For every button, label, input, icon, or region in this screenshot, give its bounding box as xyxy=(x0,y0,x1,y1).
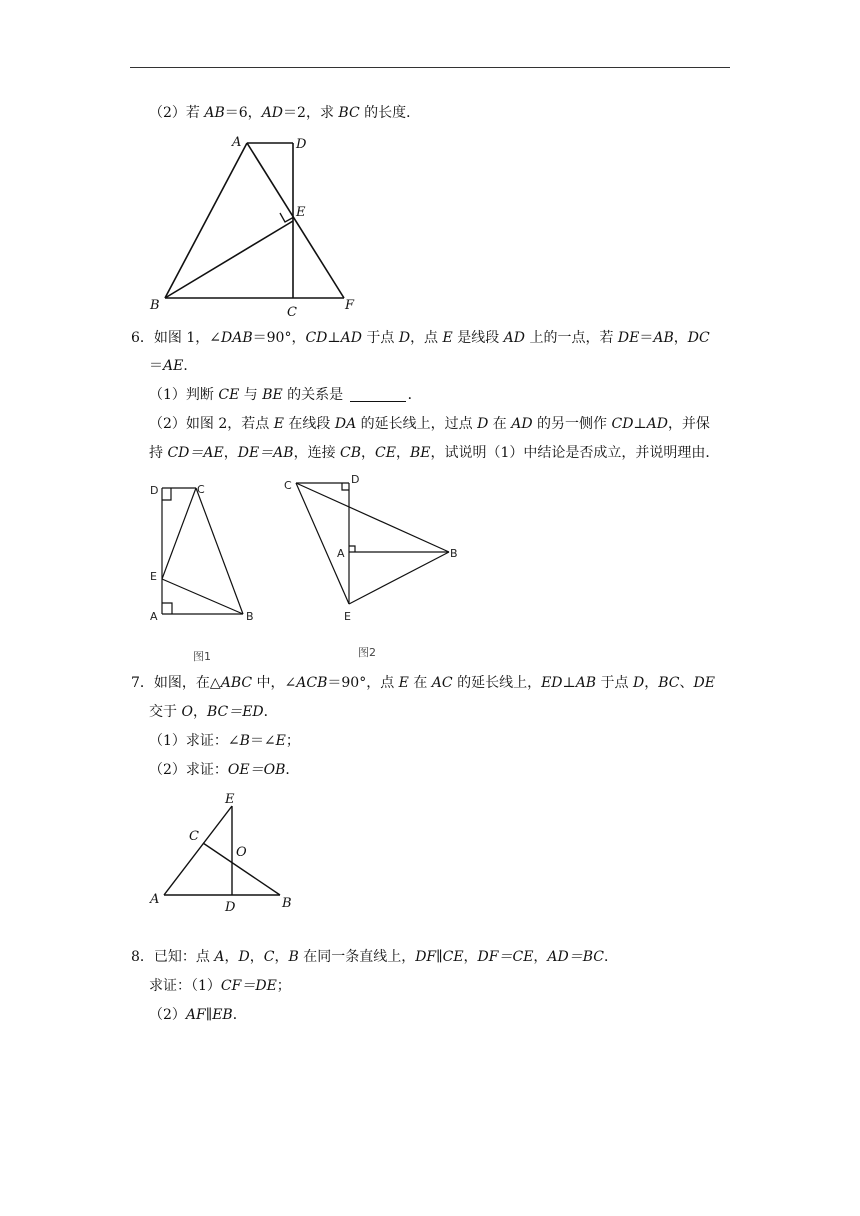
q6-part1: （1）判断 CE 与 BE 的关系是 ． xyxy=(149,387,422,403)
q5-label-B: B xyxy=(150,298,160,313)
q6-line2: ＝AE． xyxy=(149,358,198,374)
q5-label-C: C xyxy=(287,305,297,320)
q5-label-E: E xyxy=(296,205,306,220)
q6f2-label-B: B xyxy=(450,547,458,560)
q7-part1: （1）求证：∠B＝∠E； xyxy=(149,733,300,749)
q5-label-D: D xyxy=(296,137,307,152)
q7-line2: 交于 O，BC＝ED． xyxy=(149,704,278,720)
q6f2-label-C: C xyxy=(284,479,292,492)
q7-line1: 7．如图，在△ABC 中，∠ACB＝90°，点 E 在 AC 的延长线上，ED⊥AB 于点 D，BC、DE xyxy=(131,675,715,691)
q6-fig1-caption: 图1 xyxy=(193,650,211,663)
q6-fig2-caption: 图2 xyxy=(358,646,376,659)
q6f2-label-A: A xyxy=(337,547,345,560)
q7-label-B: B xyxy=(282,896,292,911)
q6f2-label-E: E xyxy=(344,610,351,623)
q8-line3: （2）AF∥EB． xyxy=(149,1007,247,1023)
q7-label-A: A xyxy=(150,892,160,907)
q5-part2: （2）若 AB＝6，AD＝2，求 BC 的长度． xyxy=(149,105,421,121)
q6f1-label-E: E xyxy=(150,570,157,583)
q8-line2: 求证：（1）CF＝DE； xyxy=(149,978,291,994)
q7-label-E: E xyxy=(225,792,235,807)
q6f1-label-D: D xyxy=(150,484,159,497)
q5-label-F: F xyxy=(345,298,355,313)
q6f1-label-A: A xyxy=(150,610,158,623)
q6-line1: 6．如图 1，∠DAB＝90°，CD⊥AD 于点 D，点 E 是线段 AD 上的一点，若 DE＝AB，DC xyxy=(131,330,710,346)
q6f1-label-C: C xyxy=(197,483,205,496)
q5-label-A: A xyxy=(232,135,242,150)
q7-part2: （2）求证：OE＝OB． xyxy=(149,762,300,778)
q6f1-label-B: B xyxy=(246,610,254,623)
q6-part2-line2: 持 CD＝AE，DE＝AB，连接 CB，CE，BE，试说明（1）中结论是否成立，并说明理由． xyxy=(149,445,720,461)
q7-label-D: D xyxy=(225,900,236,915)
q6f2-label-D: D xyxy=(351,473,360,486)
q7-label-C: C xyxy=(189,829,199,844)
q6-part2-line1: （2）如图 2，若点 E 在线段 DA 的延长线上，过点 D 在 AD 的另一侧作 CD⊥AD，并保 xyxy=(149,416,710,432)
q7-label-O: O xyxy=(236,845,247,860)
q8-line1: 8．已知：点 A，D，C，B 在同一条直线上，DF∥CE，DF＝CE，AD＝BC． xyxy=(131,949,619,965)
